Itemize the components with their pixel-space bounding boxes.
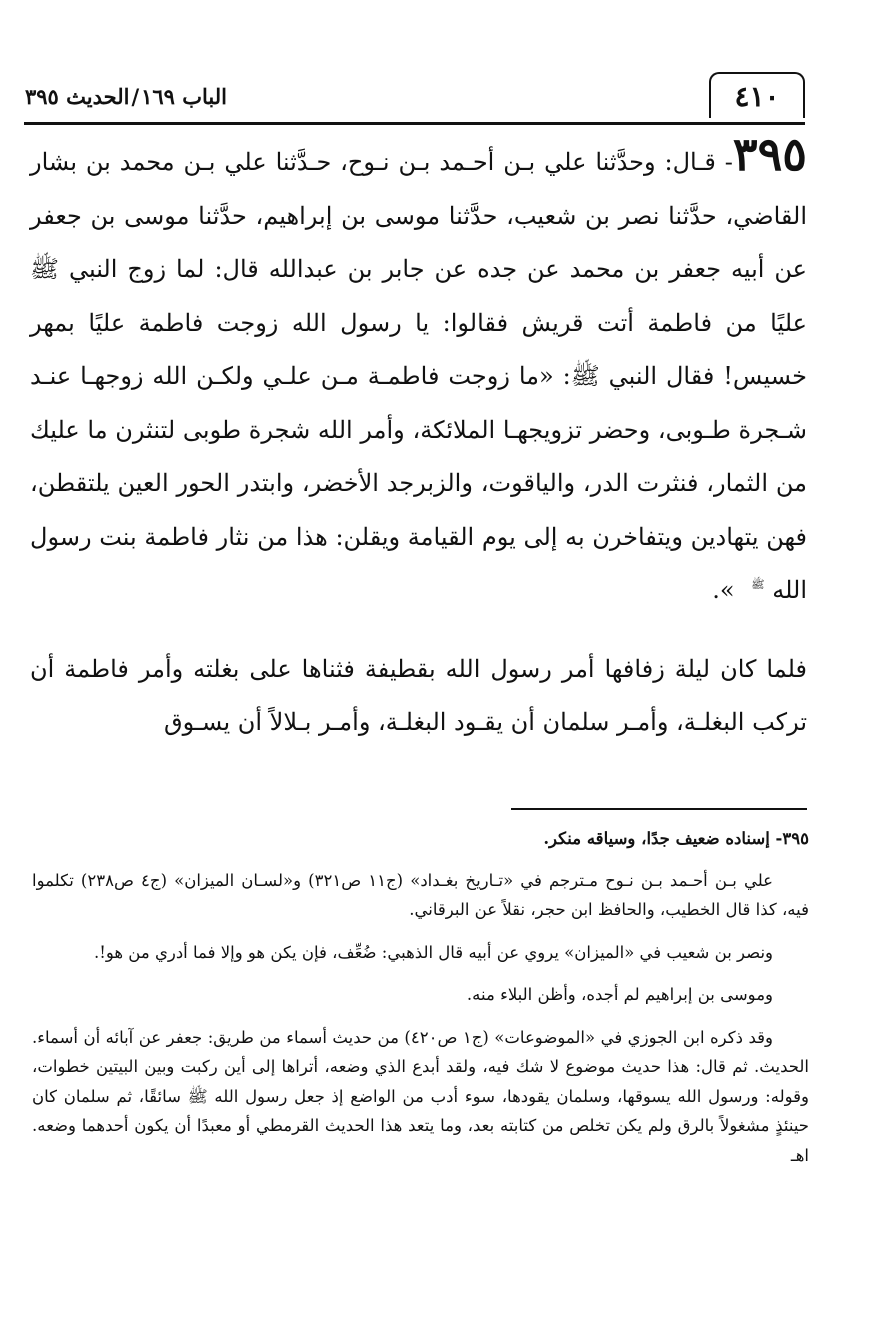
paragraph-2: فلما كان ليلة زفافها أمر رسول الله بقطيفة فثناها على بغلته وأمر فاطمة أن تركب البغلـة، وأمـر سلمان أن يقـود البغلـة، وأمـر بـلالاً أن يسـوق bbox=[30, 654, 807, 736]
footnote-4: وموسى بن إبراهيم لم أجده، وأظن البلاء منه. bbox=[466, 985, 773, 1004]
main-text bbox=[30, 127, 807, 750]
header-rule bbox=[24, 122, 805, 125]
paragraph-1-text: - قـال: وحدَّثنا علي بـن أحـمد بـن نـوح، حـدَّثنا علي بـن محمد بن بشار القاضي، حدَّثنا نصر بن شعيب، حدَّثنا موسى بن إبراهيم، حدَّثنا موسى بن جعفر عن أبيه جعفر بن محمد عن جده عن جابر بن عبدالله قال: لما زوج النبي ﷺ عليًا من فاطمة أتت قريش فقالوا: يا رسول الله زوجت فاطمة عليًا بمهر خسيس! فقال النبي ﷺ: «ما زوجت فاطمـة مـن علـي ولكـن الله زوجهـا عنـد شـجرة طـوبى، وحضر تزويجهـا الملائكة، وأمر الله شجرة طوبى لتنثرن ما عليك من الثمار، فنثرت الدر، والياقوت، والزبرجد الأخضر، وابتدر الحور العين يلتقطن، فهن يتهادين ويتفاخرن به إلى يوم القيامة ويقلن: هذا من نثار فاطمة بنت رسول الله bbox=[30, 148, 807, 604]
title-separator: / bbox=[131, 84, 140, 109]
footnote-2: علي بـن أحـمد بـن نـوح مـترجم في «تـاريخ بغـداد» (ج١١ ص٣٢١) و«لسـان الميزان» (ج٤ ص٢٣٨) تكلموا فيه، كذا قال الخطيب، والحافظ ابن حجر، نقلاً عن البرقاني. bbox=[32, 870, 809, 919]
page-number-box bbox=[709, 72, 805, 118]
footnote-3: ونصر بن شعيب في «الميزان» يروي عن أبيه قال الذهبي: ضُعِّف، فإن يكن هو وإلا فما أدري من هو!. bbox=[93, 942, 773, 962]
paragraph-1-end: ». bbox=[712, 576, 735, 604]
paragraph-1 bbox=[30, 127, 807, 618]
footnote-1: ٣٩٥- إسناده ضعيف جدًا، وسياقه منكر. bbox=[543, 829, 809, 848]
page-header bbox=[24, 66, 805, 126]
chapter-label: الباب ١٦٩ bbox=[141, 84, 228, 109]
running-title bbox=[25, 84, 315, 109]
hadith-label: الحديث ٣٩٥ bbox=[25, 84, 130, 109]
footnotes bbox=[32, 824, 809, 1183]
salutation-mark: ﷺ bbox=[751, 578, 765, 591]
page-number: ٤١٠ bbox=[734, 79, 780, 113]
footnote-5: وقد ذكره ابن الجوزي في «الموضوعات» (ج١ ص٤٢٠) من حديث أسماء من طريق: جعفر عن آبائه أن أسماء. الحديث. ثم قال: هذا حديث موضوع لا شك فيه، ولقد أبدع الذي وضعه، أتراها إلى أين ركبت وبين البيتين خطوات، وقوله: ورسول الله يسوقها، وسلمان يقودها، سوء أدب من الواضع إذ جعل رسول الله ﷺ سائقًا، ثم سلمان كان حينئذٍ مشغولاً بالرق ولم يكن تخلص من كتابته بعد، وما يتعد هذا الحديث القرمطي أو معبدًا أن يكون أحدهما وضعه. اهـ bbox=[32, 1027, 809, 1165]
hadith-number: ٣٩٥ bbox=[732, 127, 807, 181]
footnote-rule bbox=[511, 808, 807, 810]
